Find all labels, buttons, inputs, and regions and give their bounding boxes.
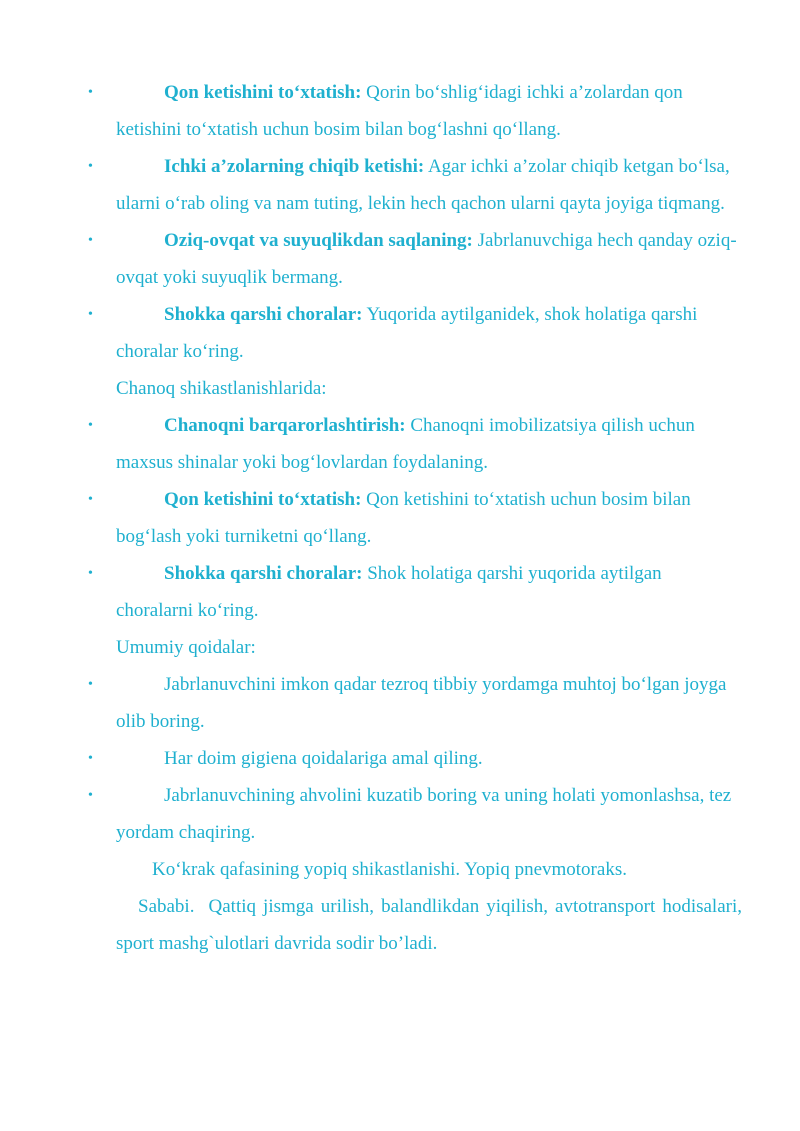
list-item	[88, 481, 742, 555]
bullet-icon: •	[88, 418, 93, 433]
bullet-icon: •	[88, 85, 93, 100]
list-item-text: Jabrlanuvchining ahvolini kuzatib boring va uning holati yomonlashsa, tez yordam chaqiring.	[116, 785, 732, 843]
list-item-text: Agar ichki a’zolar chiqib ketgan bo‘lsa, ularni o‘rab oling va nam tuting, lekin hech qachon ularni qayta joyiga tiqmang.	[116, 156, 730, 214]
chanoq-heading: Chanoq shikastlanishlarida:	[116, 378, 327, 399]
bullet-icon: •	[88, 788, 93, 803]
list-item-text: Chanoqni imobilizatsiya qilish uchun maxsus shinalar yoki bog‘lovlardan foydalaning.	[116, 415, 695, 473]
list-item-text: Jabrlanuvchiga hech qanday oziq-ovqat yoki suyuqlik bermang.	[116, 230, 737, 288]
list-item-text: Jabrlanuvchini imkon qadar tezroq tibbiy yordamga muhtoj bo‘lgan joyga olib boring.	[116, 674, 727, 732]
list-item-text: Yuqorida aytilganidek, shok holatiga qarshi choralar ko‘ring.	[116, 304, 698, 362]
document-body	[88, 74, 742, 962]
section-title: Ko‘krak qafasining yopiq shikastlanishi. Yopiq pnevmotoraks.	[152, 859, 627, 880]
list-item-term: Shokka qarshi choralar:	[164, 563, 363, 584]
bullet-icon: •	[88, 751, 93, 766]
list-item-term: Shokka qarshi choralar:	[164, 304, 363, 325]
umumiy-heading: Umumiy qoidalar:	[116, 637, 256, 658]
list-item-text: Qon ketishini to‘xtatish uchun bosim bilan bog‘lash yoki turniketni qo‘llang.	[116, 489, 691, 547]
bullet-icon: •	[88, 566, 93, 581]
bullet-icon: •	[88, 233, 93, 248]
list-item-text: Qorin bo‘shlig‘idagi ichki a’zolardan qon ketishini to‘xtatish uchun bosim bilan bog‘lashni qo‘llang.	[116, 82, 683, 140]
list-item-text: Shok holatiga qarshi yuqorida aytilgan choralarni ko‘ring.	[116, 563, 662, 621]
bullet-icon: •	[88, 307, 93, 322]
list-item	[88, 148, 742, 222]
list-item	[88, 296, 742, 370]
cause-text: Qattiq jismga urilish, balandlikdan yiqilish, avtotransport hodisalari, sport mashg`ulotlari davrida sodir bo’ladi.	[116, 896, 742, 954]
list-item-term: Ichki a’zolarning chiqib ketishi:	[164, 156, 425, 177]
list-item	[88, 407, 742, 481]
list-item	[88, 666, 742, 740]
list-item	[88, 740, 742, 777]
list-item	[88, 555, 742, 629]
cause-paragraph	[116, 888, 742, 962]
bullet-icon: •	[88, 492, 93, 507]
list-item-term: Chanoqni barqarorlashtirish:	[164, 415, 406, 436]
bullet-icon: •	[88, 677, 93, 692]
list-item	[88, 74, 742, 148]
list-item	[88, 222, 742, 296]
list-item-text: Har doim gigiena qoidalariga amal qiling.	[164, 748, 483, 769]
bullet-icon: •	[88, 159, 93, 174]
list-item-term: Qon ketishini to‘xtatish:	[164, 82, 362, 103]
cause-label: Sababi.	[138, 896, 195, 917]
list-item-term: Qon ketishini to‘xtatish:	[164, 489, 362, 510]
list-item-term: Oziq-ovqat va suyuqlikdan saqlaning:	[164, 230, 473, 251]
list-item	[88, 777, 742, 851]
